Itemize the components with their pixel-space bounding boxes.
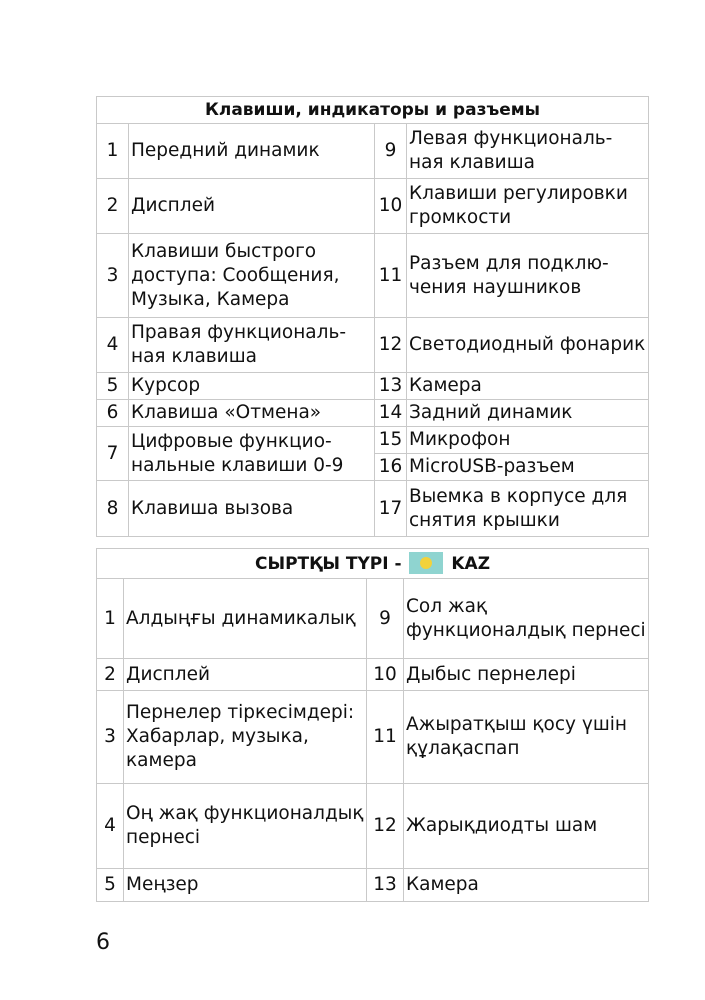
item-label: Левая функциональ-ная клавиша	[407, 124, 649, 179]
item-label: Выемка в корпусе для снятия крышки	[407, 481, 649, 537]
item-number: 14	[375, 400, 407, 427]
item-number: 13	[367, 869, 404, 902]
item-label: Дыбыс пернелері	[404, 659, 649, 691]
item-number: 5	[97, 373, 129, 400]
item-label: Светодиодный фонарик	[407, 318, 649, 373]
table-row	[97, 124, 649, 179]
item-label: Задний динамик	[407, 400, 649, 427]
table-row	[97, 373, 649, 400]
table-title	[97, 549, 649, 579]
item-number: 12	[367, 784, 404, 869]
item-number: 16	[375, 454, 407, 481]
table-row	[97, 579, 649, 659]
table-row	[97, 427, 649, 454]
table-title-right: KAZ	[451, 553, 491, 574]
item-label: Ажыратқыш қосу үшін құлақаспап	[404, 691, 649, 784]
item-label: Клавиша «Отмена»	[129, 400, 375, 427]
item-label: Клавиши регулировки громкости	[407, 179, 649, 234]
table-row	[97, 179, 649, 234]
item-label: Жарықдиодты шам	[404, 784, 649, 869]
table-row	[97, 659, 649, 691]
item-number: 7	[97, 427, 129, 481]
item-number: 12	[375, 318, 407, 373]
item-number: 1	[97, 124, 129, 179]
item-label: Пернелер тіркесімдері: Хабарлар, музыка, камера	[124, 691, 367, 784]
table-row	[97, 481, 649, 537]
item-number: 2	[97, 659, 124, 691]
item-label: Курсор	[129, 373, 375, 400]
item-number: 9	[367, 579, 404, 659]
item-number: 2	[97, 179, 129, 234]
page-number: 6	[96, 930, 110, 955]
table-row	[97, 318, 649, 373]
item-number: 9	[375, 124, 407, 179]
item-number: 11	[375, 234, 407, 318]
item-label: Передний динамик	[129, 124, 375, 179]
item-number: 4	[97, 318, 129, 373]
item-number: 6	[97, 400, 129, 427]
item-label: Дисплей	[124, 659, 367, 691]
item-number: 3	[97, 691, 124, 784]
item-number: 15	[375, 427, 407, 454]
specs-table-russian	[96, 96, 649, 537]
item-number: 13	[375, 373, 407, 400]
item-label: Камера	[407, 373, 649, 400]
item-number: 4	[97, 784, 124, 869]
item-label: Микрофон	[407, 427, 649, 454]
table-row	[97, 400, 649, 427]
item-label: Оң жақ функционалдық пернесі	[124, 784, 367, 869]
item-number: 11	[367, 691, 404, 784]
item-label: Разъем для подклю-чения наушников	[407, 234, 649, 318]
kazakhstan-flag-icon	[409, 552, 443, 574]
table-title-left: СЫРТҚЫ ТҮРІ -	[255, 553, 402, 574]
item-label: Алдыңғы динамикалық	[124, 579, 367, 659]
item-label: Цифровые функцио-нальные клавиши 0-9	[129, 427, 375, 481]
table-row	[97, 784, 649, 869]
item-label: Сол жақ функционалдық пернесі	[404, 579, 649, 659]
item-number: 17	[375, 481, 407, 537]
item-number: 10	[375, 179, 407, 234]
item-number: 3	[97, 234, 129, 318]
item-number: 1	[97, 579, 124, 659]
item-label: MicroUSB-разъем	[407, 454, 649, 481]
item-label: Клавиша вызова	[129, 481, 375, 537]
item-label: Меңзер	[124, 869, 367, 902]
item-label: Камера	[404, 869, 649, 902]
item-number: 5	[97, 869, 124, 902]
item-label: Клавиши быстрого доступа: Сообщения, Музыка, Камера	[129, 234, 375, 318]
item-label: Дисплей	[129, 179, 375, 234]
item-label: Правая функциональ-ная клавиша	[129, 318, 375, 373]
item-number: 8	[97, 481, 129, 537]
table-row	[97, 234, 649, 318]
specs-table-kazakh	[96, 548, 649, 902]
table-title: Клавиши, индикаторы и разъемы	[97, 97, 649, 124]
table-row	[97, 869, 649, 902]
item-number: 10	[367, 659, 404, 691]
table-row	[97, 691, 649, 784]
